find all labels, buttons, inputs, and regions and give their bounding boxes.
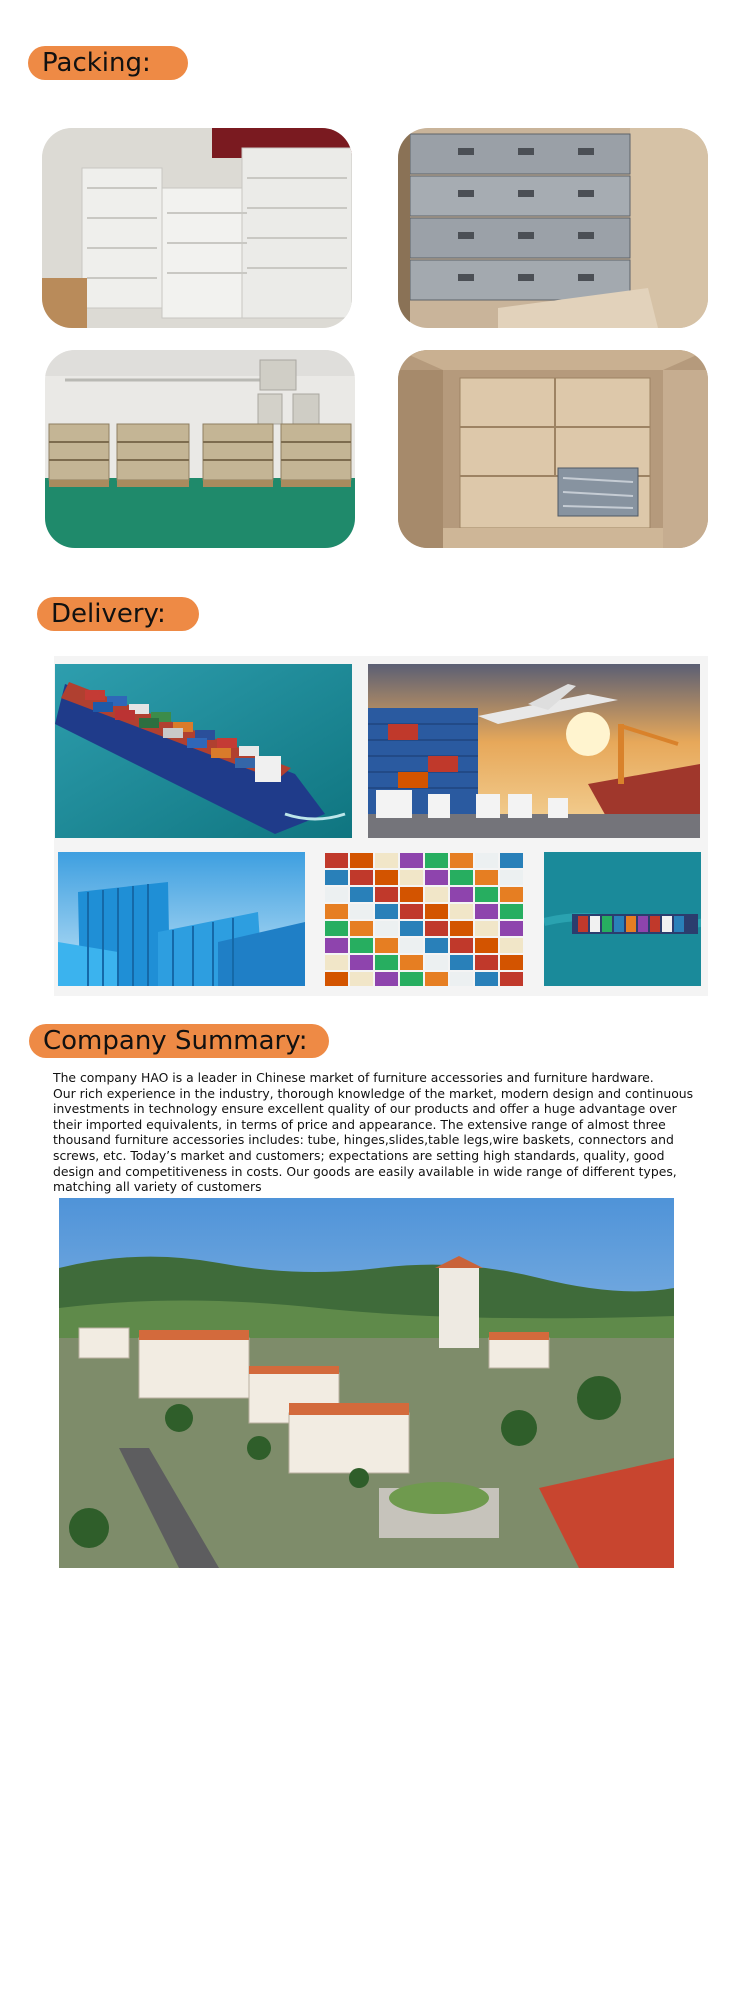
delivery-heading: Delivery: [37, 597, 199, 631]
summary-line-1: The company HAO is a leader in Chinese market of furniture accessories and furniture hardware. [53, 1070, 654, 1085]
packing-photo-warehouse-pallets [45, 350, 355, 548]
delivery-photo-container-stack-grid [324, 852, 524, 986]
delivery-photo-aerial-ship [544, 852, 701, 986]
packing-photo-drawer-slides-box [398, 128, 708, 328]
delivery-photo-container-ship [55, 664, 352, 838]
company-summary-text [53, 1070, 703, 1195]
summary-line-2: Our rich experience in the industry, thorough knowledge of the market, modern design and continuous investments in technology ensure excellent quality of our products and offer a huge advantage over their imported equivalents, in terms of price and appearance. The extensive range of almost three thousand furniture accessories includes: tube, hinges,slides,table legs,wire baskets, connectors and screws, etc. Today’s market and customers; expectations are setting high standards, quality, good design and competitiveness in costs. Our goods are easily available in wide range of different types, matching all variety of customers [53, 1085, 694, 1195]
packing-photo-carton-box [398, 350, 708, 548]
packing-heading: Packing: [28, 46, 188, 80]
company-summary-heading: Company Summary: [29, 1024, 329, 1058]
delivery-photo-logistics-airplane-trucks [368, 664, 700, 838]
packing-photo-aluminum-tubes [42, 128, 352, 328]
company-campus-aerial-photo [59, 1198, 674, 1568]
delivery-photo-blue-containers [58, 852, 305, 986]
